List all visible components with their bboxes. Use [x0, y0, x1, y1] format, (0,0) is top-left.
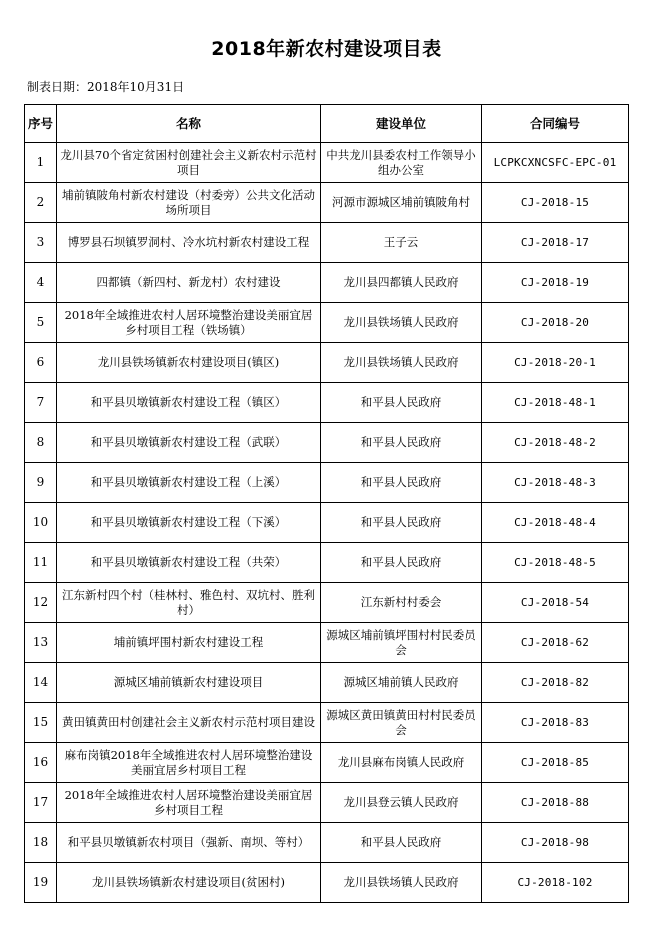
header-name: 名称: [57, 105, 321, 143]
table-row: [25, 543, 629, 583]
page-title: 2018年新农村建设项目表: [211, 38, 442, 60]
row-construction-unit: 和平县人民政府: [321, 463, 482, 503]
table-row: [25, 223, 629, 263]
table-row: [25, 583, 629, 623]
row-project-name: 埔前镇陂角村新农村建设（村委旁）公共文化活动场所项目: [57, 183, 321, 223]
table-row: [25, 383, 629, 423]
row-contract-no: CJ-2018-48-3: [482, 463, 629, 503]
row-construction-unit: 和平县人民政府: [321, 383, 482, 423]
row-construction-unit: 河源市源城区埔前镇陂角村: [321, 183, 482, 223]
row-construction-unit: 龙川县四都镇人民政府: [321, 263, 482, 303]
row-contract-no: CJ-2018-98: [482, 823, 629, 863]
row-construction-unit: 王子云: [321, 223, 482, 263]
row-project-name: 埔前镇坪围村新农村建设工程: [57, 623, 321, 663]
row-seq: 18: [25, 823, 57, 863]
row-project-name: 博罗县石坝镇罗洞村、冷水坑村新农村建设工程: [57, 223, 321, 263]
table-row: [25, 183, 629, 223]
row-construction-unit: 和平县人民政府: [321, 503, 482, 543]
row-contract-no: CJ-2018-85: [482, 743, 629, 783]
row-project-name: 江东新村四个村（桂林村、雅色村、双坑村、胜利村）: [57, 583, 321, 623]
row-project-name: 麻布岗镇2018年全域推进农村人居环境整治建设美丽宜居乡村项目工程: [57, 743, 321, 783]
row-seq: 3: [25, 223, 57, 263]
row-seq: 9: [25, 463, 57, 503]
row-contract-no: CJ-2018-62: [482, 623, 629, 663]
row-construction-unit: 和平县人民政府: [321, 823, 482, 863]
row-contract-no: CJ-2018-19: [482, 263, 629, 303]
row-seq: 6: [25, 343, 57, 383]
row-seq: 14: [25, 663, 57, 703]
report-date: 制表日期：2018年10月31日: [27, 80, 185, 94]
row-project-name: 和平县贝墩镇新农村建设工程（武联）: [57, 423, 321, 463]
row-seq: 19: [25, 863, 57, 903]
table-row: [25, 863, 629, 903]
table-header-row: [25, 105, 629, 143]
table-row: [25, 623, 629, 663]
row-contract-no: CJ-2018-83: [482, 703, 629, 743]
row-construction-unit: 龙川县铁场镇人民政府: [321, 343, 482, 383]
table-row: [25, 503, 629, 543]
row-project-name: 龙川县铁场镇新农村建设项目(贫困村): [57, 863, 321, 903]
row-construction-unit: 源城区埔前镇坪围村村民委员会: [321, 623, 482, 663]
row-seq: 16: [25, 743, 57, 783]
row-seq: 8: [25, 423, 57, 463]
row-construction-unit: 龙川县麻布岗镇人民政府: [321, 743, 482, 783]
table-row: [25, 343, 629, 383]
row-seq: 2: [25, 183, 57, 223]
table-row: [25, 783, 629, 823]
row-seq: 13: [25, 623, 57, 663]
row-project-name: 2018年全域推进农村人居环境整治建设美丽宜居乡村项目工程（铁场镇）: [57, 303, 321, 343]
row-project-name: 四都镇（新四村、新龙村）农村建设: [57, 263, 321, 303]
row-construction-unit: 龙川县铁场镇人民政府: [321, 863, 482, 903]
row-seq: 11: [25, 543, 57, 583]
row-project-name: 龙川县铁场镇新农村建设项目(镇区): [57, 343, 321, 383]
table-row: [25, 423, 629, 463]
row-seq: 4: [25, 263, 57, 303]
table-row: [25, 663, 629, 703]
row-seq: 17: [25, 783, 57, 823]
row-contract-no: CJ-2018-48-1: [482, 383, 629, 423]
project-table: [24, 104, 629, 903]
row-contract-no: CJ-2018-20: [482, 303, 629, 343]
table-row: [25, 263, 629, 303]
row-construction-unit: 和平县人民政府: [321, 423, 482, 463]
row-project-name: 和平县贝墩镇新农村建设工程（上溪）: [57, 463, 321, 503]
row-contract-no: CJ-2018-54: [482, 583, 629, 623]
row-contract-no: CJ-2018-48-4: [482, 503, 629, 543]
row-seq: 15: [25, 703, 57, 743]
row-contract-no: CJ-2018-102: [482, 863, 629, 903]
table-row: [25, 743, 629, 783]
row-project-name: 源城区埔前镇新农村建设项目: [57, 663, 321, 703]
row-seq: 7: [25, 383, 57, 423]
row-seq: 5: [25, 303, 57, 343]
row-contract-no: CJ-2018-88: [482, 783, 629, 823]
row-contract-no: CJ-2018-20-1: [482, 343, 629, 383]
row-project-name: 和平县贝墩镇新农村建设工程（镇区）: [57, 383, 321, 423]
row-construction-unit: 和平县人民政府: [321, 543, 482, 583]
row-project-name: 和平县贝墩镇新农村建设工程（共荣）: [57, 543, 321, 583]
header-seq: 序号: [25, 105, 57, 143]
row-project-name: 黄田镇黄田村创建社会主义新农村示范村项目建设: [57, 703, 321, 743]
row-construction-unit: 龙川县铁场镇人民政府: [321, 303, 482, 343]
table-row: [25, 463, 629, 503]
row-project-name: 和平县贝墩镇新农村项目（强新、南坝、等村）: [57, 823, 321, 863]
row-project-name: 2018年全域推进农村人居环境整治建设美丽宜居乡村项目工程: [57, 783, 321, 823]
table-row: [25, 823, 629, 863]
row-project-name: 龙川县70个省定贫困村创建社会主义新农村示范村项目: [57, 143, 321, 183]
row-seq: 1: [25, 143, 57, 183]
row-construction-unit: 江东新村村委会: [321, 583, 482, 623]
table-row: [25, 303, 629, 343]
row-construction-unit: 龙川县登云镇人民政府: [321, 783, 482, 823]
row-contract-no: CJ-2018-15: [482, 183, 629, 223]
row-project-name: 和平县贝墩镇新农村建设工程（下溪）: [57, 503, 321, 543]
row-contract-no: CJ-2018-48-2: [482, 423, 629, 463]
header-unit: 建设单位: [321, 105, 482, 143]
row-contract-no: CJ-2018-48-5: [482, 543, 629, 583]
row-seq: 12: [25, 583, 57, 623]
table-row: [25, 703, 629, 743]
header-contract: 合同编号: [482, 105, 629, 143]
row-contract-no: LCPKCXNCSFC-EPC-01: [482, 143, 629, 183]
row-construction-unit: 源城区埔前镇人民政府: [321, 663, 482, 703]
row-construction-unit: 源城区黄田镇黄田村村民委员会: [321, 703, 482, 743]
row-contract-no: CJ-2018-17: [482, 223, 629, 263]
table-row: [25, 143, 629, 183]
row-construction-unit: 中共龙川县委农村工作领导小组办公室: [321, 143, 482, 183]
row-seq: 10: [25, 503, 57, 543]
row-contract-no: CJ-2018-82: [482, 663, 629, 703]
